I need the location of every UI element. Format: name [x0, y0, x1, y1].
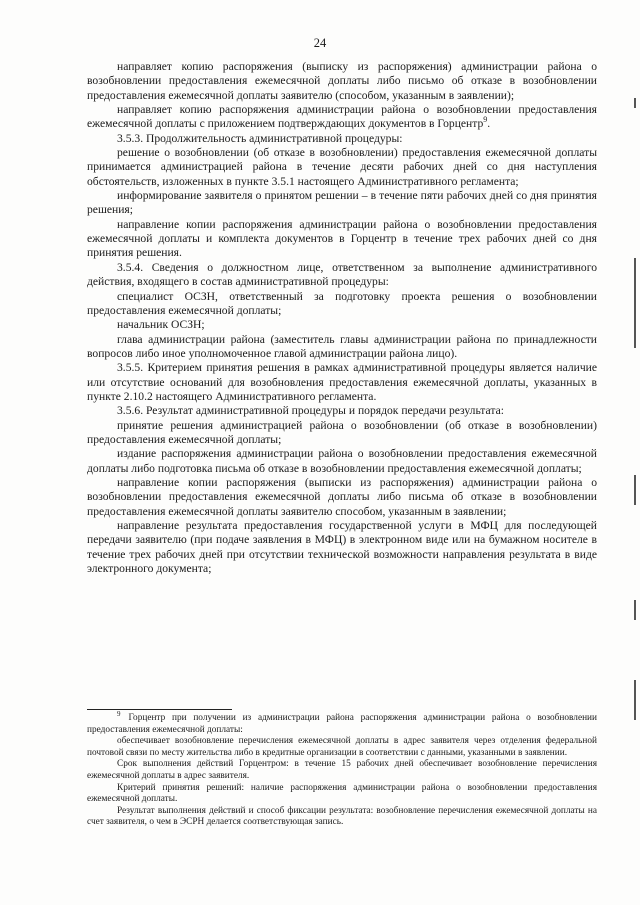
- paragraph: направление результата предоставления государственной услуги в МФЦ для последующей передачи заявителю (при подаче заявления в МФЦ) в электронном виде или на бумажном носителе в течение трех рабочих дней при отсутствии технической возможности направления результата в виде электронного документа;: [87, 519, 597, 576]
- paragraph: 3.5.3. Продолжительность административной процедуры:: [117, 131, 403, 145]
- paragraph: 3.5.5. Критерием принятия решения в рамках административной процедуры является наличие или отсутствие оснований для возобновления предоставления ежемесячной доплаты, указанных в пункте 2.10.2 настоящего Административного регламента.: [87, 361, 597, 403]
- footnote: [87, 709, 597, 736]
- footnote: Результат выполнения действий и способ фиксации результата: возобновление перечисления ежемесячной доплаты на счет заявителя, о чем в ЭСРН делается соответствующая запись.: [87, 805, 597, 828]
- paragraph: 3.5.6. Результат административной процедуры и порядок передачи результата:: [117, 404, 504, 418]
- paragraph-end: .: [487, 117, 491, 131]
- scan-artifact: [634, 475, 636, 505]
- scan-artifact: [634, 600, 636, 620]
- footnotes: [87, 709, 597, 829]
- paragraph: решение о возобновлении (об отказе в возобновлении) предоставления ежемесячной доплаты принимается администрацией района в течение десяти рабочих дней со дня наступления обстоятельств, изложенных в пункте 3.5.1 настоящего Административного регламента;: [87, 146, 597, 188]
- body-text: [87, 60, 597, 576]
- page-number: 24: [313, 36, 327, 50]
- paragraph: информирование заявителя о принятом решении – в течение пяти рабочих дней со дня принятия решения;: [87, 189, 597, 217]
- paragraph: 3.5.4. Сведения о должностном лице, ответственном за выполнение административного действия, входящего в состав административной процедуры:: [87, 260, 597, 289]
- paragraph: направление копии распоряжения администрации района о возобновлении предоставления ежемесячной доплаты и комплекта документов в Горцентр в течение трех рабочих дней со дня принятия решения.: [87, 217, 597, 260]
- paragraph: направляет копию распоряжения (выписку из распоряжения) администрации района о возобновлении предоставления ежемесячной доплаты либо письмо об отказе в возобновлении предоставления ежемесячной доплаты заявителю (способом, указанным в заявлении);: [87, 60, 597, 102]
- footnote: Критерий принятия решений: наличие распоряжения администрации района о возобновлении предоставления ежемесячной доплаты.: [87, 782, 597, 805]
- footnote-number: 9: [117, 709, 121, 718]
- paragraph-with-footnote: [87, 103, 597, 132]
- paragraph: издание распоряжения администрации района о возобновлении предоставления ежемесячной доплаты либо подготовка письма об отказе в возобновлении предоставления ежемесячной доплаты;: [87, 447, 597, 475]
- paragraph-text: направляет копию распоряжения администрации района о возобновлении предоставления ежемесячной доплаты с приложением подтверждающих документов в Горцентр: [87, 103, 597, 131]
- paragraph: принятие решения администрацией района о возобновлении (об отказе в возобновлении) предоставления ежемесячной доплаты;: [87, 418, 597, 446]
- scan-artifact: [634, 258, 636, 348]
- footnote: Срок выполнения действий Горцентром: в течение 15 рабочих дней обеспечивает возобновление перечисления ежемесячной доплаты в адрес заявителя.: [87, 759, 597, 781]
- footnote-text: Горцентр при получении из администрации района распоряжения администрации района о возобновлении предоставления ежемесячной доплаты:: [87, 713, 597, 735]
- scan-artifact: [634, 98, 636, 108]
- paragraph: специалист ОСЗН, ответственный за подготовку проекта решения о возобновлении предоставления ежемесячной доплаты;: [87, 289, 597, 317]
- footnote: обеспечивает возобновление перечисления ежемесячной доплаты в адрес заявителя через отделения федеральной почтовой связи по месту жительства либо в кредитные организации в соответствии с данными, указанными в заявлении.: [87, 736, 597, 758]
- footnote-reference[interactable]: 9: [483, 115, 488, 125]
- paragraph: глава администрации района (заместитель главы администрации района по принадлежности вопросов либо иное уполномоченное главой администрации района лицо).: [87, 332, 597, 360]
- footnote-separator: [87, 709, 232, 710]
- paragraph: направление копии распоряжения (выписки из распоряжения) администрации района о возобновлении предоставления ежемесячной доплаты либо письма об отказе в возобновлении предоставления ежемесячной доплаты заявителю способом, указанным в заявлении;: [87, 475, 597, 518]
- paragraph: начальник ОСЗН;: [117, 318, 205, 332]
- scan-artifact: [634, 680, 636, 720]
